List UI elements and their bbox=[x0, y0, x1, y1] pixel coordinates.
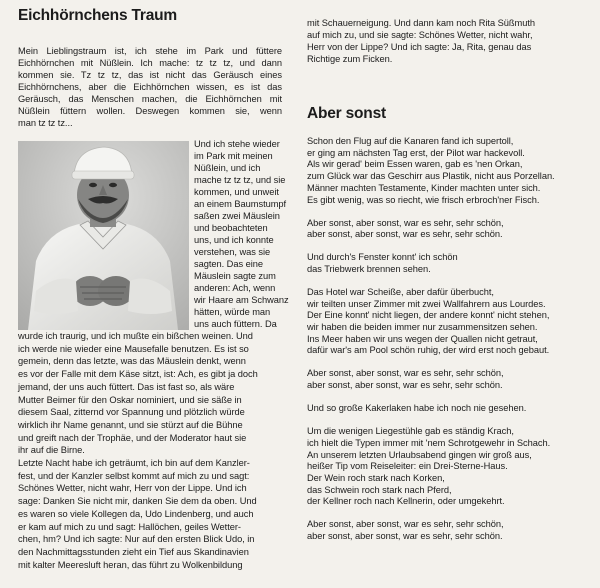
text-line: und beobachteten bbox=[194, 223, 268, 233]
text-line: jemand, der uns auch füttert. Das ist fast so, als wäre bbox=[18, 381, 235, 392]
text-line: Nüßlein füttern wollen. Deswegen kommen sie, wenn bbox=[18, 106, 282, 116]
text-line: Letzte Nacht habe ich geträumt, ich bin auf dem Kanzler- bbox=[18, 458, 250, 468]
text-line: kommen sie. Tz tz tz, das ist nicht das Geräusch eines bbox=[18, 70, 282, 80]
text-line: wurde ich traurig, und ich mußte ein bißchen weinen. Und bbox=[18, 331, 253, 341]
text-line: mache tz tz tz, und sie bbox=[194, 175, 286, 185]
text-line: Und durch's Fenster konnt' ich schön bbox=[307, 252, 458, 263]
text-line: Aber sonst, aber sonst, war es sehr, sehr schön, bbox=[307, 368, 504, 379]
text-line: den Nachmittagsstunden zieht ein Tief aus Skandinavien bbox=[18, 546, 249, 557]
text-line: heißer Tip vom Reiseleiter: ein Drei-Sterne-Haus. bbox=[307, 461, 508, 472]
text-line: mit kalter Meeresluft heran, das führt zu Wolkenbildung bbox=[18, 559, 243, 570]
text-line: Richtige zum Ficken. bbox=[307, 54, 393, 64]
text-line: Und so große Kakerlaken habe ich noch nie gesehen. bbox=[307, 403, 527, 414]
text-line: dafür war's am Pool schön ruhig, der wird erst noch gebaut. bbox=[307, 345, 550, 356]
text-line: diesem Saal, zitternd vor Spannung und plötzlich würde bbox=[18, 407, 245, 418]
text-line: es waren so viele Kollegen da, Udo Lindenberg, und auch bbox=[18, 508, 254, 519]
text-line: auf mich zu, und sie sagte: Schönes Wetter, nicht wahr, bbox=[307, 30, 533, 40]
text-line: anderen: Ach, wenn bbox=[194, 283, 276, 293]
text-line: gemein, denn das letzte, was das Mäuslein denkt, wenn bbox=[18, 356, 246, 367]
text-line: es vor der Falle mit dem Käse sitzt, ist: Ach, es gibt ja doch bbox=[18, 369, 258, 380]
text-line: an einem Baumstumpf bbox=[194, 199, 287, 209]
text-line: aber sonst, aber sonst, war es sehr, sehr schön. bbox=[307, 380, 503, 391]
text-line: Herr von der Lippe? Und ich sagte: Ja, Rita, genau das bbox=[307, 42, 532, 52]
text-line: Mäuslein sagte zum bbox=[194, 271, 276, 281]
text-line: Schönes Wetter, nicht wahr, Herr von der Lippe. Und ich bbox=[18, 483, 247, 494]
text-line: Das Hotel war Scheiße, aber dafür überbucht, bbox=[307, 286, 494, 297]
text-line: er kam auf mich zu und sagt: Hallöchen, geiles Wetter- bbox=[18, 521, 241, 532]
text-line: wir Haare am Schwanz bbox=[194, 295, 289, 305]
text-line: Mein Lieblingstraum ist, ich stehe im Park und füttere bbox=[18, 46, 282, 56]
text-line: zum Glück war das Geschirr aus Plastik, nicht aus Porzellan. bbox=[307, 171, 555, 182]
text-line: das Schwein roch stark nach Pferd, bbox=[307, 484, 452, 495]
text-line: uns, und ich konnte bbox=[194, 235, 274, 245]
text-line: wirklich ihr Name genannt, und sie stürzt auf die Bühne bbox=[18, 419, 243, 430]
text-line: wir teilten unser Zimmer mit zwei Wallfahrern aus Lourdes. bbox=[307, 298, 546, 309]
text-line: chen, hm? Und ich sagte: Nur auf den ersten Blick Udo, in bbox=[18, 534, 255, 545]
text-line: verstehen, was sie bbox=[194, 247, 271, 257]
text-line: sage: Danken Sie nicht mir, danken Sie dem da oben. Und bbox=[18, 496, 257, 507]
comedian-portrait-image bbox=[18, 141, 189, 330]
text-line: Eichhörnchens, aber die Eichhörnchen wissen, es ist das bbox=[18, 82, 282, 92]
text-line: im Park mit meinen bbox=[194, 151, 273, 161]
text-line: Aber sonst, aber sonst, war es sehr, sehr schön, bbox=[307, 217, 504, 228]
text-line: man tz tz tz... bbox=[18, 118, 73, 128]
text-line: hätten, würde man bbox=[194, 307, 271, 317]
text-line: Der Wein roch stark nach Korken, bbox=[307, 472, 445, 483]
song-title-aber-sonst: Aber sonst bbox=[307, 105, 386, 122]
text-line: saßen zwei Mäuslein bbox=[194, 211, 280, 221]
text-line: Und ich stehe wieder bbox=[194, 139, 280, 149]
text-line: ich werde nie wieder eine Mausefalle benutzen. Es ist so bbox=[18, 343, 249, 354]
text-line: aber sonst, aber sonst, war es sehr, sehr schön. bbox=[307, 531, 503, 541]
text-line: Mutter Beimer für den Oskar nominiert, und sie säße in bbox=[18, 394, 242, 405]
text-line: uns auch füttern. Da bbox=[194, 319, 277, 329]
text-line: Schon den Flug auf die Kanaren fand ich supertoll, bbox=[307, 136, 514, 146]
text-line: Ins Meer haben wir uns wegen der Quallen nicht getraut, bbox=[307, 333, 538, 344]
article-title-eichhoernchens-traum: Eichhörnchens Traum bbox=[18, 7, 177, 24]
author-photo bbox=[18, 141, 189, 330]
text-line: Als wir gerad' beim Essen waren, gab es 'nen Orkan, bbox=[307, 159, 523, 170]
text-line: Es gibt wenig, was so riecht, wie frisch erbroch'ner Fisch. bbox=[307, 194, 540, 205]
text-line: mit Schauerneigung. Und dann kam noch Rita Süßmuth bbox=[307, 18, 535, 28]
text-line: und greift nach der Trophäe, und der Moderator haut sie bbox=[18, 432, 247, 443]
text-line: aber sonst, aber sonst, war es sehr, sehr schön. bbox=[307, 229, 503, 240]
text-line: Um die wenigen Liegestühle gab es ständig Krach, bbox=[307, 426, 514, 437]
text-line: ihr auf die Birne. bbox=[18, 445, 85, 456]
text-line: der Kellner roch nach Kellnerin, oder umgekehrt. bbox=[307, 496, 505, 507]
text-line: das Triebwerk brennen sehen. bbox=[307, 263, 431, 274]
text-line: kommen, und unweit bbox=[194, 187, 279, 197]
text-line: wir haben die beiden immer nur zusammensitzen sehen. bbox=[307, 322, 538, 332]
text-line: Geräusch, das Menschen machen, die Eichhörnchen mit bbox=[18, 94, 282, 104]
text-line: Aber sonst, aber sonst, war es sehr, sehr schön, bbox=[307, 519, 504, 530]
text-line: Männer machten Testamente, Kinder machten unter sich. bbox=[307, 182, 541, 193]
text-line: fest, und der Kanzler selbst kommt auf mich zu und sagt: bbox=[18, 470, 250, 481]
text-line: ich hielt die Typen immer mit 'nem Schrotgewehr in Schach. bbox=[307, 437, 551, 448]
text-line: sagten. Das eine bbox=[194, 259, 263, 269]
text-line: Eichhörnchen mit Nüßlein. Ich mache: tz tz tz, und dann bbox=[18, 58, 282, 68]
text-line: er ging am nächsten Tag erst, der Pilot war hackevoll. bbox=[307, 147, 525, 158]
text-line: An unserem letzten Urlaubsabend gingen wir groß aus, bbox=[307, 449, 532, 460]
text-line: Nüßlein, und ich bbox=[194, 163, 261, 173]
text-line: Der Eine konnt' nicht liegen, der andere konnt' nicht stehen, bbox=[307, 310, 550, 321]
